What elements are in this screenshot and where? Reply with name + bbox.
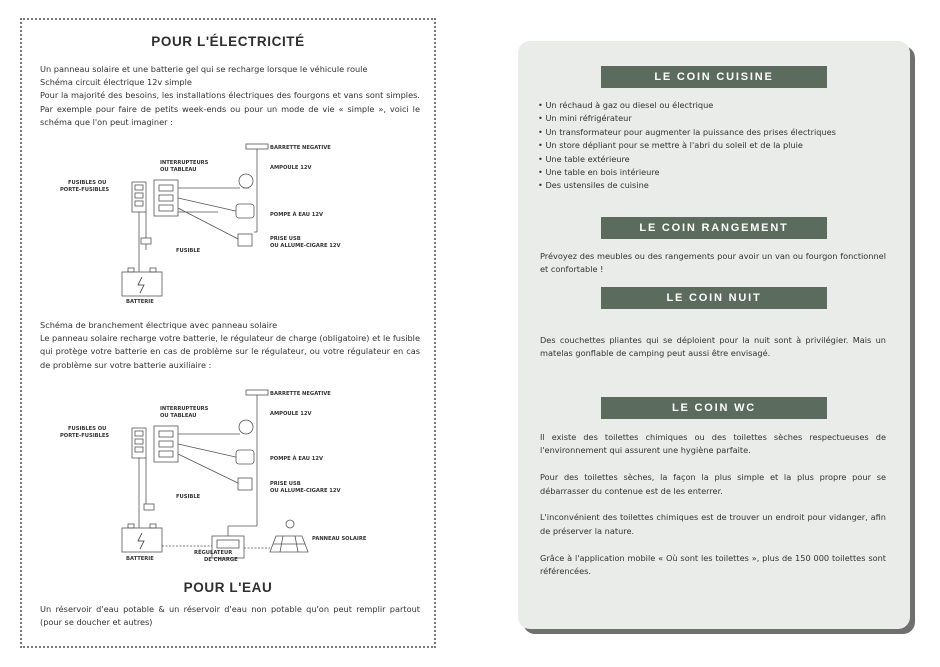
battery-icon	[122, 272, 162, 296]
label-negative-bar: BARRETTE NEGATIVE	[270, 391, 331, 397]
fuse-block-icon	[132, 182, 146, 212]
label-fuses-2: PORTE-FUSIBLES	[60, 187, 110, 193]
label-usb-1: PRISE USB	[270, 236, 301, 242]
label-bulb: AMPOULE 12V	[270, 165, 312, 171]
water-text: Un réservoir d'eau potable & un réservoir d'eau non potable qu'on peut remplir partout (pour se doucher et autres)	[40, 604, 420, 628]
label-regulator-1: RÉGULATEUR	[194, 550, 233, 556]
label-fuse: FUSIBLE	[176, 248, 201, 254]
list-item: • Un transformateur pour augmenter la puissance des prises électriques	[538, 126, 888, 139]
list-item: • Un réchaud à gaz ou diesel ou électrique	[538, 99, 888, 112]
usb-socket-icon	[238, 478, 252, 490]
electricity-solar-text: Schéma de branchement électrique avec panneau solaire Le panneau solaire recharge votre batterie, le régulateur de charge (obligatoire) et le fusible qui protège votre batterie en cas de problème sur le régulateur, ou votre régulateur en cas de problème sur votre batterie auxiliaire :	[40, 320, 420, 370]
banner-wc: LE COIN WC	[601, 397, 827, 419]
wc-text: Il existe des toilettes chimiques ou des toilettes sèches respectueuses de l'environnement qui assurent une hygiène parfaite. Pour des toilettes sèches, la façon la plus simple et la plus propre pour se débarrasser du contenue est de les enterrer. L'inconvénient des toilettes chimiques est de trouver un endroit pour vidanger, afin de préserver la nature. Grâce à l'application mobile « Où sont les toilettes », plus de 150 000 toilettes sont référencées.	[540, 432, 886, 577]
banner-cuisine: LE COIN CUISINE	[601, 66, 827, 88]
label-switches-2: OU TABLEAU	[160, 167, 197, 173]
fuse-block-icon	[132, 428, 146, 458]
electricity-intro: Un panneau solaire et une batterie gel qui se recharge lorsque le véhicule roule Schéma circuit électrique 12v simple Pour la majorité des besoins, les installations électriques des fourgons et vans sont simples. Par exemple pour faire de petits week-ends ou pour un mode de vie « simple », voici le schéma que l'on peut imaginer :	[40, 64, 420, 127]
negative-bar	[246, 144, 268, 149]
label-battery: BATTERIE	[126, 299, 154, 305]
pump-icon	[236, 204, 254, 218]
label-pump: POMPE À EAU 12V	[270, 212, 323, 218]
list-item: • Une table extérieure	[538, 153, 888, 166]
water-title: POUR L'EAU	[183, 580, 273, 595]
label-fuses-2: PORTE-FUSIBLES	[60, 433, 110, 439]
circuit-diagram-simple	[58, 140, 398, 306]
battery-icon	[122, 528, 162, 552]
label-switches-1: INTERRUPTEURS	[160, 160, 209, 166]
list-item: • Un store dépliant pour se mettre à l'abri du soleil et de la pluie	[538, 139, 888, 152]
label-usb-2: OU ALLUME-CIGARE 12V	[270, 243, 341, 249]
label-switches-1: INTERRUPTEURS	[160, 406, 209, 412]
list-item: • Des ustensiles de cuisine	[538, 179, 888, 192]
list-item: • Une table en bois intérieure	[538, 166, 888, 179]
electricity-title: POUR L'ÉLECTRICITÉ	[151, 34, 305, 49]
bulb-icon	[239, 174, 253, 188]
right-panel	[518, 41, 910, 629]
label-battery: BATTERIE	[126, 556, 154, 562]
nuit-text: Des couchettes pliantes qui se déploient pour la nuit sont à privilégier. Mais un matelas gonflable de camping peut aussi être envisagé.	[540, 335, 886, 359]
left-page	[20, 18, 436, 648]
label-fuses-1: FUSIBLES OU	[68, 426, 107, 432]
banner-nuit: LE COIN NUIT	[601, 287, 827, 309]
label-pump: POMPE À EAU 12V	[270, 456, 323, 462]
label-bulb: AMPOULE 12V	[270, 411, 312, 417]
usb-socket-icon	[238, 234, 252, 246]
banner-rangement: LE COIN RANGEMENT	[601, 217, 827, 239]
list-item: • Un mini réfrigérateur	[538, 112, 888, 125]
pump-icon	[236, 450, 254, 464]
label-regulator-2: DE CHARGE	[204, 557, 238, 563]
label-switches-2: OU TABLEAU	[160, 413, 197, 419]
label-negative-bar: BARRETTE NEGATIVE	[270, 145, 331, 151]
rangement-text: Prévoyez des meubles ou des rangements pour avoir un van ou fourgon fonctionnel et confortable !	[540, 251, 886, 275]
circuit-diagram-solar	[58, 386, 398, 564]
label-usb-2: OU ALLUME-CIGARE 12V	[270, 488, 341, 494]
sun-icon	[286, 520, 294, 528]
cuisine-list	[538, 99, 888, 193]
label-solar-panel: PANNEAU SOLAIRE	[312, 536, 367, 542]
label-usb-1: PRISE USB	[270, 481, 301, 487]
label-fuse: FUSIBLE	[176, 494, 201, 500]
label-fuses-1: FUSIBLES OU	[68, 180, 107, 186]
bulb-icon	[239, 420, 253, 434]
